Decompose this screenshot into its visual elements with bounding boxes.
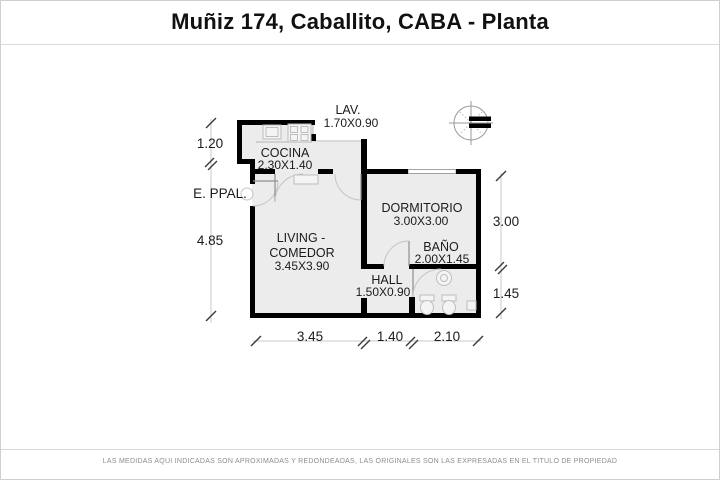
room-label-living-line2: COMEDOR: [269, 246, 335, 260]
dim-left-main: 4.85: [196, 233, 224, 248]
room-label-hall: HALL: [371, 273, 403, 287]
dim-right-lower: 1.45: [492, 286, 520, 301]
footer-divider: [1, 449, 719, 450]
shower-drain-icon: [467, 301, 476, 310]
toilet-icon: [420, 295, 434, 315]
room-label-lav: LAV.: [335, 103, 361, 117]
page-title: Muñiz 174, Caballito, CABA - Planta: [171, 9, 549, 34]
room-label-living-line1: LIVING -: [276, 231, 326, 245]
room-size-lav: 1.70X0.90: [323, 116, 379, 130]
room-label-cocina: COCINA: [260, 146, 310, 160]
room-size-cocina: 2.30X1.40: [257, 158, 313, 172]
entrance-label: E. PPAL.: [193, 186, 247, 201]
dim-right-upper: 3.00: [492, 214, 520, 229]
room-size-dormitorio: 3.00X3.00: [393, 214, 449, 228]
floor-plan: [1, 1, 720, 480]
kitchen-sink-icon: [263, 125, 281, 139]
dim-left-upper: 1.20: [196, 136, 224, 151]
cabinet: [294, 175, 318, 184]
window: [408, 170, 456, 174]
compass-north-icon: [449, 101, 493, 145]
room-size-living: 3.45X3.90: [274, 259, 330, 273]
stove-icon: [288, 124, 311, 142]
dim-bottom-left: 3.45: [296, 329, 324, 344]
dim-bottom-middle: 1.40: [376, 329, 404, 344]
bidet-icon: [442, 295, 456, 315]
room-label-bano: BAÑO: [423, 240, 459, 254]
dim-bottom-right: 2.10: [433, 329, 461, 344]
disclaimer-text: LAS MEDIDAS AQUI INDICADAS SON APROXIMADAS Y REDONDEADAS, LAS ORIGINALES SON LAS EXPRESADAS EN EL TITULO DE PROPIEDAD: [102, 458, 618, 465]
wash-basin-icon: [437, 271, 452, 286]
room-size-bano: 2.00X1.45: [414, 252, 470, 266]
room-label-dormitorio: DORMITORIO: [381, 201, 463, 215]
room-size-hall: 1.50X0.90: [355, 285, 411, 299]
